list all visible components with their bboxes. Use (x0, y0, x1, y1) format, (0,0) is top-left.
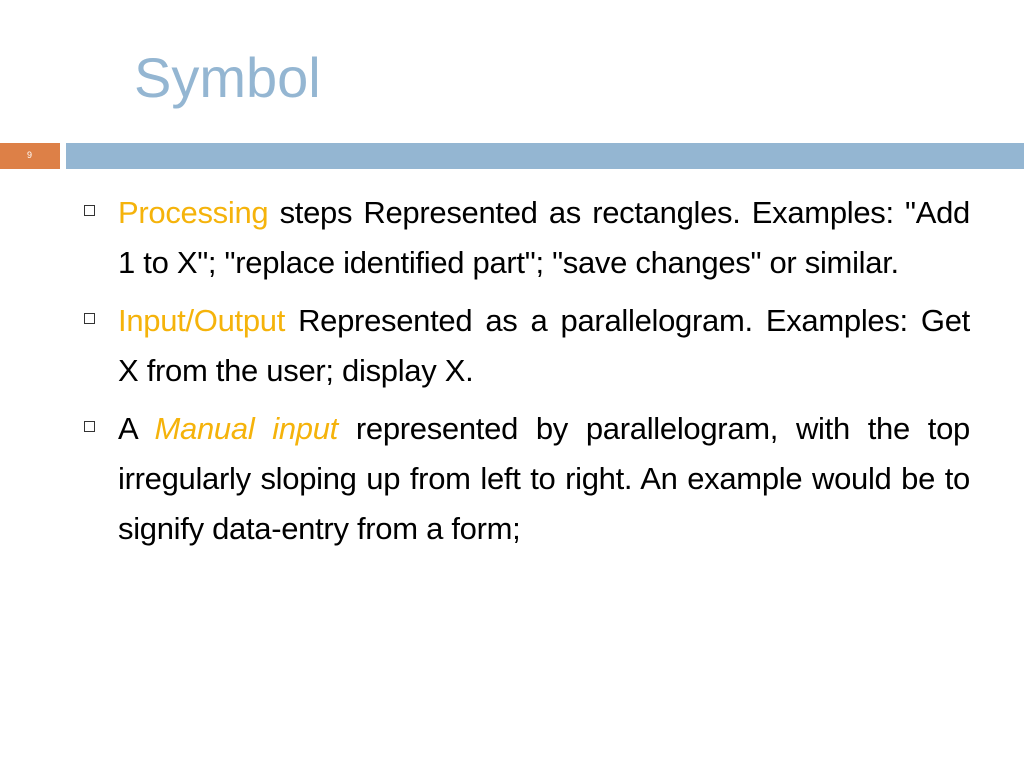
square-bullet-icon (84, 205, 95, 216)
bullet-item-manual-input (84, 404, 970, 554)
bullet-body-text: represented by parallelogram, with the top irregularly sloping up from left to right. An example would be to signify data-entry from a form; (118, 411, 970, 546)
square-bullet-icon (84, 313, 95, 324)
slide-title: Symbol (134, 46, 321, 109)
slide-number: 9 (27, 150, 33, 160)
bullet-item-input-output (84, 296, 970, 396)
header-bar (66, 143, 1024, 169)
bullet-item-processing (84, 188, 970, 288)
square-bullet-icon (84, 421, 95, 432)
bullet-list (84, 188, 970, 562)
highlight-term-processing: Processing (118, 195, 269, 230)
bullet-body-text: Represented as a parallelogram. Examples: Get X from the user; display X. (118, 303, 970, 388)
bullet-lead-text: A (118, 411, 155, 446)
highlight-term-manual-input: Manual input (154, 411, 338, 446)
bullet-body-text: steps Represented as rectangles. Examples: "Add 1 to X"; "replace identified part"; "save changes" or similar. (118, 195, 970, 280)
highlight-term-input-output: Input/Output (118, 303, 286, 338)
